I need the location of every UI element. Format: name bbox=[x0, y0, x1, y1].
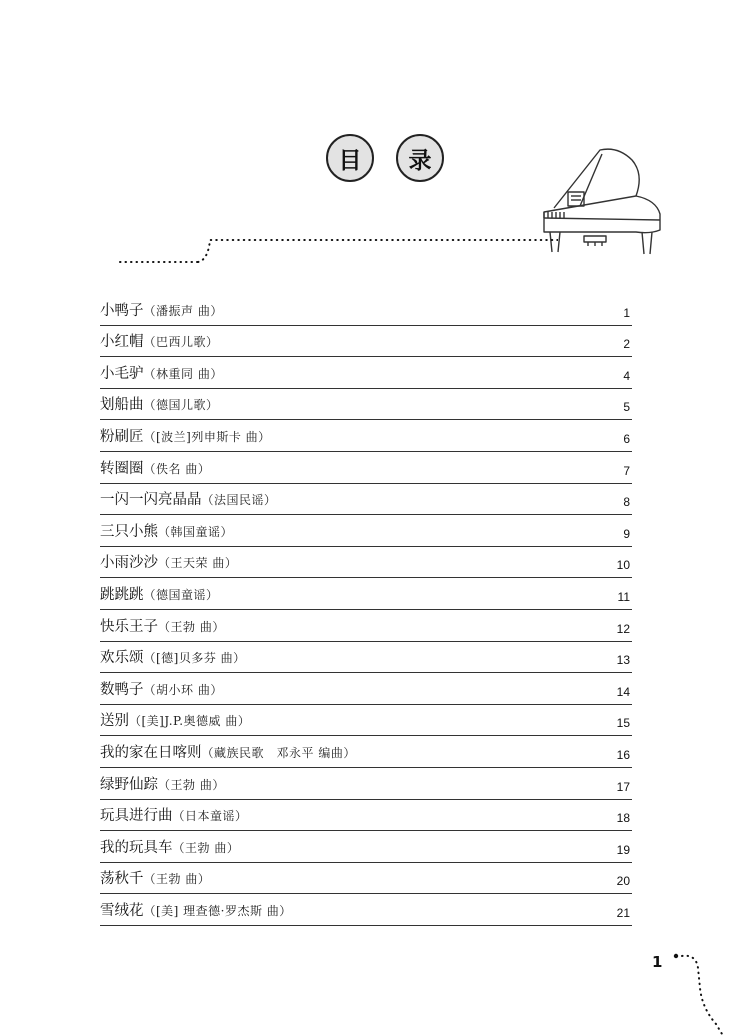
toc-title: 三只小熊 bbox=[100, 523, 158, 540]
toc-row[interactable] bbox=[100, 736, 632, 768]
toc-note: （韩国童谣） bbox=[158, 524, 234, 539]
toc-note: （日本童谣） bbox=[172, 809, 248, 824]
heading-char-lu: 录 bbox=[396, 134, 444, 182]
toc-note: （[德]贝多芬 曲） bbox=[143, 651, 246, 666]
toc-row[interactable] bbox=[100, 515, 632, 547]
toc-note: （胡小环 曲） bbox=[143, 682, 223, 697]
page-number: 1 bbox=[652, 953, 663, 971]
toc-page: 20 bbox=[616, 874, 630, 889]
toc-note: （王勃 曲） bbox=[158, 777, 225, 792]
toc-page: 9 bbox=[623, 526, 630, 541]
toc-note: （[波兰]列申斯卡 曲） bbox=[143, 429, 271, 444]
toc-row[interactable] bbox=[100, 705, 632, 737]
toc-row[interactable] bbox=[100, 294, 632, 326]
toc-note: （德国儿歌） bbox=[143, 398, 219, 413]
toc-title: 我的家在日喀则 bbox=[100, 744, 202, 761]
toc-row[interactable] bbox=[100, 831, 632, 863]
dotted-decoration bbox=[118, 228, 558, 268]
toc-note: （王天荣 曲） bbox=[158, 556, 238, 571]
toc-note: （德国童谣） bbox=[143, 587, 219, 602]
toc-note: （[美]J.P.奥德威 曲） bbox=[129, 714, 251, 729]
toc-page: 14 bbox=[616, 684, 630, 699]
toc-row[interactable] bbox=[100, 547, 632, 579]
toc-row[interactable] bbox=[100, 578, 632, 610]
toc-title: 跳跳跳 bbox=[100, 586, 144, 603]
toc-title: 划船曲 bbox=[100, 397, 144, 414]
toc-note: （王勃 曲） bbox=[143, 872, 211, 887]
toc-page: 17 bbox=[616, 779, 630, 794]
toc-note: （[美] 理查德·罗杰斯 曲） bbox=[143, 903, 292, 918]
toc-title: 数鸭子 bbox=[100, 681, 144, 698]
toc-row[interactable] bbox=[100, 389, 632, 421]
toc-page: 7 bbox=[623, 463, 630, 478]
toc-title: 转圈圈 bbox=[100, 460, 144, 477]
toc-note: （王勃 曲） bbox=[172, 840, 240, 855]
toc-row[interactable] bbox=[100, 673, 632, 705]
toc-note: （巴西儿歌） bbox=[143, 335, 219, 350]
toc-note: （佚名 曲） bbox=[143, 461, 211, 476]
toc-page: 11 bbox=[617, 589, 630, 604]
toc-note: （潘振声 曲） bbox=[143, 303, 223, 318]
toc-note: （王勃 曲） bbox=[158, 619, 225, 634]
toc-row[interactable] bbox=[100, 357, 632, 389]
toc-page: 15 bbox=[616, 716, 630, 731]
toc-row[interactable] bbox=[100, 420, 632, 452]
toc-list bbox=[100, 294, 632, 926]
toc-page: 5 bbox=[623, 400, 630, 415]
toc-row[interactable] bbox=[100, 326, 632, 358]
toc-title: 小毛驴 bbox=[100, 365, 144, 382]
toc-row[interactable] bbox=[100, 484, 632, 516]
toc-title: 我的玩具车 bbox=[100, 839, 173, 856]
toc-page: 4 bbox=[623, 368, 630, 383]
toc-page: 12 bbox=[616, 621, 630, 636]
toc-page: 16 bbox=[616, 747, 630, 762]
toc-title: 绿野仙踪 bbox=[100, 776, 158, 793]
toc-title: 送别 bbox=[100, 713, 129, 730]
toc-row[interactable] bbox=[100, 800, 632, 832]
toc-heading bbox=[326, 134, 444, 182]
toc-row[interactable] bbox=[100, 863, 632, 895]
toc-note: （法国民谣） bbox=[201, 493, 277, 508]
toc-page: 10 bbox=[616, 558, 630, 573]
toc-page: 21 bbox=[616, 905, 630, 920]
toc-title: 欢乐颂 bbox=[100, 650, 144, 667]
toc-title: 小鸭子 bbox=[100, 302, 144, 319]
toc-page: 6 bbox=[623, 431, 630, 446]
toc-title: 快乐王子 bbox=[100, 618, 158, 635]
toc-note: （藏族民歌 邓永平 编曲） bbox=[201, 745, 356, 760]
toc-page: 19 bbox=[616, 842, 630, 857]
toc-note: （林重同 曲） bbox=[143, 366, 223, 381]
toc-title: 小雨沙沙 bbox=[100, 555, 158, 572]
corner-dotted-decoration bbox=[670, 948, 728, 1036]
toc-page: 13 bbox=[616, 653, 630, 668]
toc-title: 荡秋千 bbox=[100, 871, 144, 888]
toc-title: 粉刷匠 bbox=[100, 428, 144, 445]
toc-row[interactable] bbox=[100, 768, 632, 800]
toc-page: 8 bbox=[623, 495, 630, 510]
heading-char-mu: 目 bbox=[326, 134, 374, 182]
toc-row[interactable] bbox=[100, 610, 632, 642]
toc-title: 一闪一闪亮晶晶 bbox=[100, 492, 202, 509]
grand-piano-icon bbox=[540, 140, 670, 260]
toc-page: 18 bbox=[616, 811, 630, 826]
toc-row[interactable] bbox=[100, 642, 632, 674]
toc-title: 小红帽 bbox=[100, 334, 144, 351]
toc-title: 玩具进行曲 bbox=[100, 808, 173, 825]
toc-row[interactable] bbox=[100, 452, 632, 484]
toc-page: 2 bbox=[623, 337, 630, 352]
toc-title: 雪绒花 bbox=[100, 902, 144, 919]
toc-row[interactable] bbox=[100, 894, 632, 926]
toc-page: 1 bbox=[623, 305, 630, 320]
